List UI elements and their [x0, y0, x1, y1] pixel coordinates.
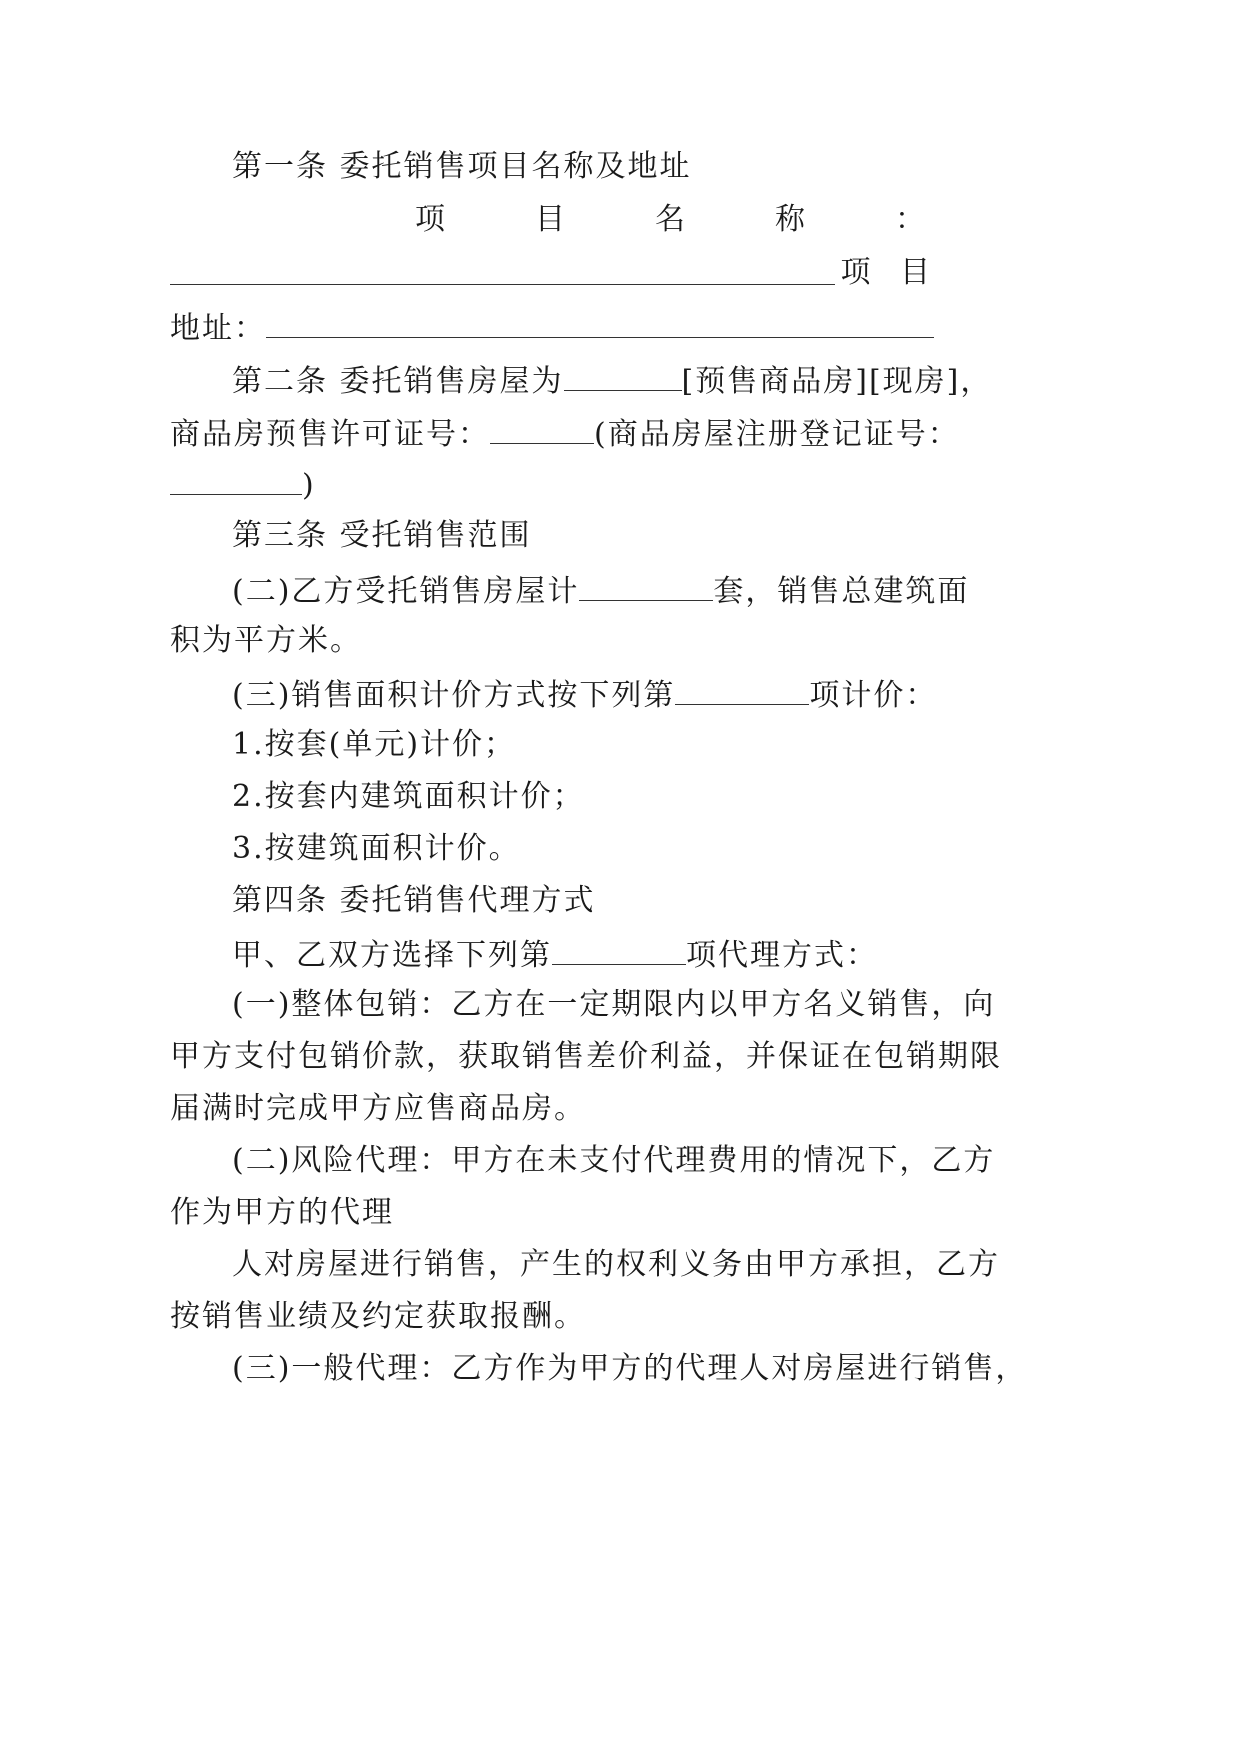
- paragraph-4-line-1: (三)一般代理：乙方作为甲方的代理人对房屋进行销售，: [232, 1351, 1028, 1386]
- project-name-char: 项: [415, 202, 445, 237]
- project-name-char: 称: [775, 202, 805, 237]
- article-2-line-1: [232, 364, 992, 397]
- house-count-blank[interactable]: [579, 574, 713, 601]
- house-type-blank[interactable]: [564, 364, 682, 391]
- project-name-char: ：: [895, 202, 925, 237]
- item-2-head: (二)乙方受托销售房屋计: [232, 574, 580, 609]
- item-3-tail: 项计价：: [809, 678, 938, 713]
- presale-permit-blank[interactable]: [490, 417, 594, 444]
- project-address-line: [170, 311, 934, 344]
- choose-tail: 项代理方式：: [686, 938, 878, 973]
- project-address-label-part2: 地址：: [170, 311, 266, 346]
- house-type-options: [预售商品房][现房]，: [681, 364, 993, 399]
- registration-close-paren: ): [302, 468, 316, 503]
- presale-permit-label: 商品房预售许可证号：: [170, 417, 490, 452]
- pricing-option-blank[interactable]: [675, 678, 809, 705]
- paragraph-3-line-1: 人对房屋进行销售，产生的权利义务由甲方承担，乙方: [232, 1247, 1000, 1282]
- registration-blank[interactable]: [170, 468, 302, 495]
- item-3-head: (三)销售面积计价方式按下列第: [232, 678, 676, 713]
- paragraph-3-line-2: 按销售业绩及约定获取报酬。: [170, 1299, 586, 1334]
- agency-option-blank[interactable]: [552, 938, 686, 965]
- paragraph-2-line-2: 作为甲方的代理: [170, 1195, 394, 1230]
- pricing-option-1: 1.按套(单元)计价；: [232, 727, 517, 762]
- choose-head: 甲、乙双方选择下列第: [232, 938, 552, 973]
- project-name-char: 名: [655, 202, 685, 237]
- article-4-choose: [232, 938, 878, 971]
- article-2-line-3: [170, 468, 316, 501]
- paragraph-1-line-1: (一)整体包销：乙方在一定期限内以甲方名义销售，向: [232, 987, 996, 1022]
- registration-label: (商品房屋注册登记证号：: [594, 417, 960, 452]
- paragraph-2-line-1: (二)风险代理：甲方在未支付代理费用的情况下，乙方: [232, 1143, 996, 1178]
- article-4-heading: 第四条 委托销售代理方式: [232, 883, 596, 918]
- article-3-item-3: [232, 678, 937, 711]
- pricing-option-2: 2.按套内建筑面积计价；: [232, 779, 585, 814]
- project-name-blank[interactable]: [170, 258, 835, 285]
- pricing-option-3: 3.按建筑面积计价。: [232, 831, 521, 866]
- project-address-label-part1: 项 目: [840, 255, 940, 290]
- article-1-heading: 第一条 委托销售项目名称及地址: [232, 149, 692, 184]
- project-name-char: 目: [535, 202, 565, 237]
- article-2-line-2: [170, 417, 960, 450]
- article-2-heading: 第二条 委托销售房屋为: [232, 364, 564, 399]
- paragraph-1-line-2: 甲方支付包销价款，获取销售差价利益，并保证在包销期限: [170, 1039, 1002, 1074]
- item-2-tail: 套，销售总建筑面: [713, 574, 970, 609]
- article-3-heading: 第三条 受托销售范围: [232, 518, 532, 553]
- article-3-item-2: [232, 574, 969, 607]
- project-name-label: [415, 202, 925, 237]
- project-address-blank[interactable]: [266, 311, 934, 338]
- paragraph-1-line-3: 届满时完成甲方应售商品房。: [170, 1091, 586, 1126]
- article-3-item-2-cont: 积为平方米。: [170, 623, 362, 658]
- project-name-line: [170, 255, 940, 291]
